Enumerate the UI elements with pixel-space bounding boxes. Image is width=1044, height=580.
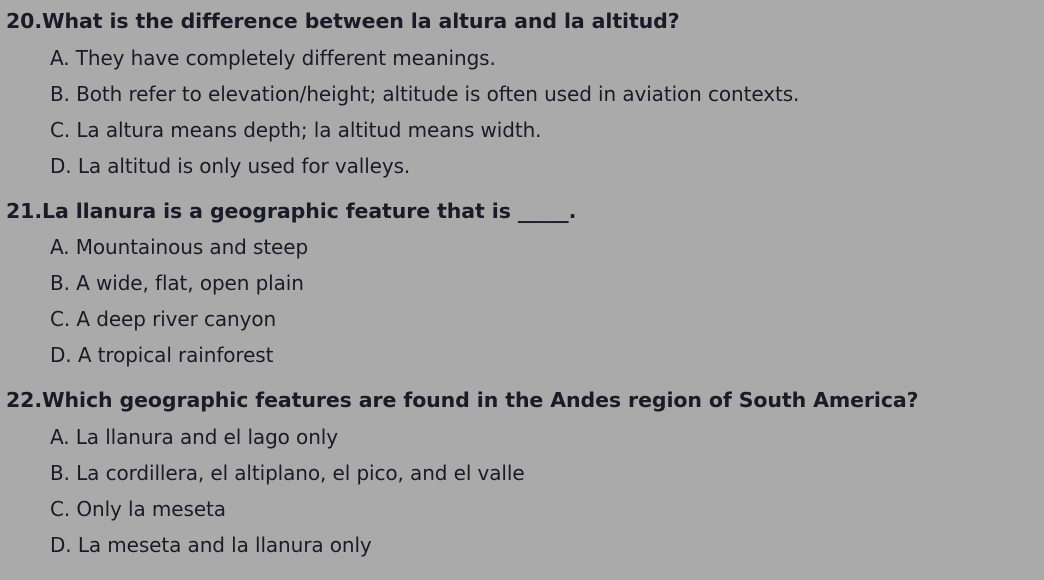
choice-option-d[interactable]: D. A tropical rainforest bbox=[50, 343, 274, 368]
choice-option-d[interactable]: D. La altitud is only used for valleys. bbox=[50, 153, 411, 178]
question-item bbox=[6, 8, 1034, 184]
choice-option-b[interactable]: B. La cordillera, el altiplano, el pico, and el valle bbox=[50, 461, 525, 486]
question-prompt: Which geographic features are found in the Andes region of South America? bbox=[42, 388, 919, 413]
choice-option-b[interactable]: B. Both refer to elevation/height; altitude is often used in aviation contexts. bbox=[50, 81, 800, 106]
question-heading bbox=[6, 8, 1034, 36]
choice-list bbox=[6, 229, 1034, 373]
question-item bbox=[6, 387, 1034, 563]
question-prompt: What is the difference between la altura and la altitud? bbox=[42, 9, 680, 33]
question-item bbox=[6, 198, 1034, 374]
choice-option-c[interactable]: C. A deep river canyon bbox=[50, 307, 277, 332]
choice-option-b[interactable]: B. A wide, flat, open plain bbox=[50, 271, 304, 296]
question-number: 22. bbox=[6, 388, 43, 413]
question-heading bbox=[6, 387, 1034, 415]
choice-list bbox=[6, 40, 1034, 184]
question-number: 20. bbox=[6, 9, 43, 33]
choice-option-a[interactable]: A. They have completely different meanings. bbox=[50, 45, 496, 70]
choice-option-c[interactable]: C. Only la meseta bbox=[50, 497, 226, 522]
choice-option-a[interactable]: A. La llanura and el lago only bbox=[50, 425, 338, 450]
question-number: 21. bbox=[6, 198, 43, 223]
question-prompt: La llanura is a geographic feature that is _____. bbox=[42, 198, 577, 223]
question-heading bbox=[6, 198, 1034, 226]
choice-list bbox=[6, 419, 1034, 563]
choice-option-d[interactable]: D. La meseta and la llanura only bbox=[50, 533, 372, 558]
choice-option-c[interactable]: C. La altura means depth; la altitud means width. bbox=[50, 117, 542, 142]
choice-option-a[interactable]: A. Mountainous and steep bbox=[50, 235, 309, 260]
